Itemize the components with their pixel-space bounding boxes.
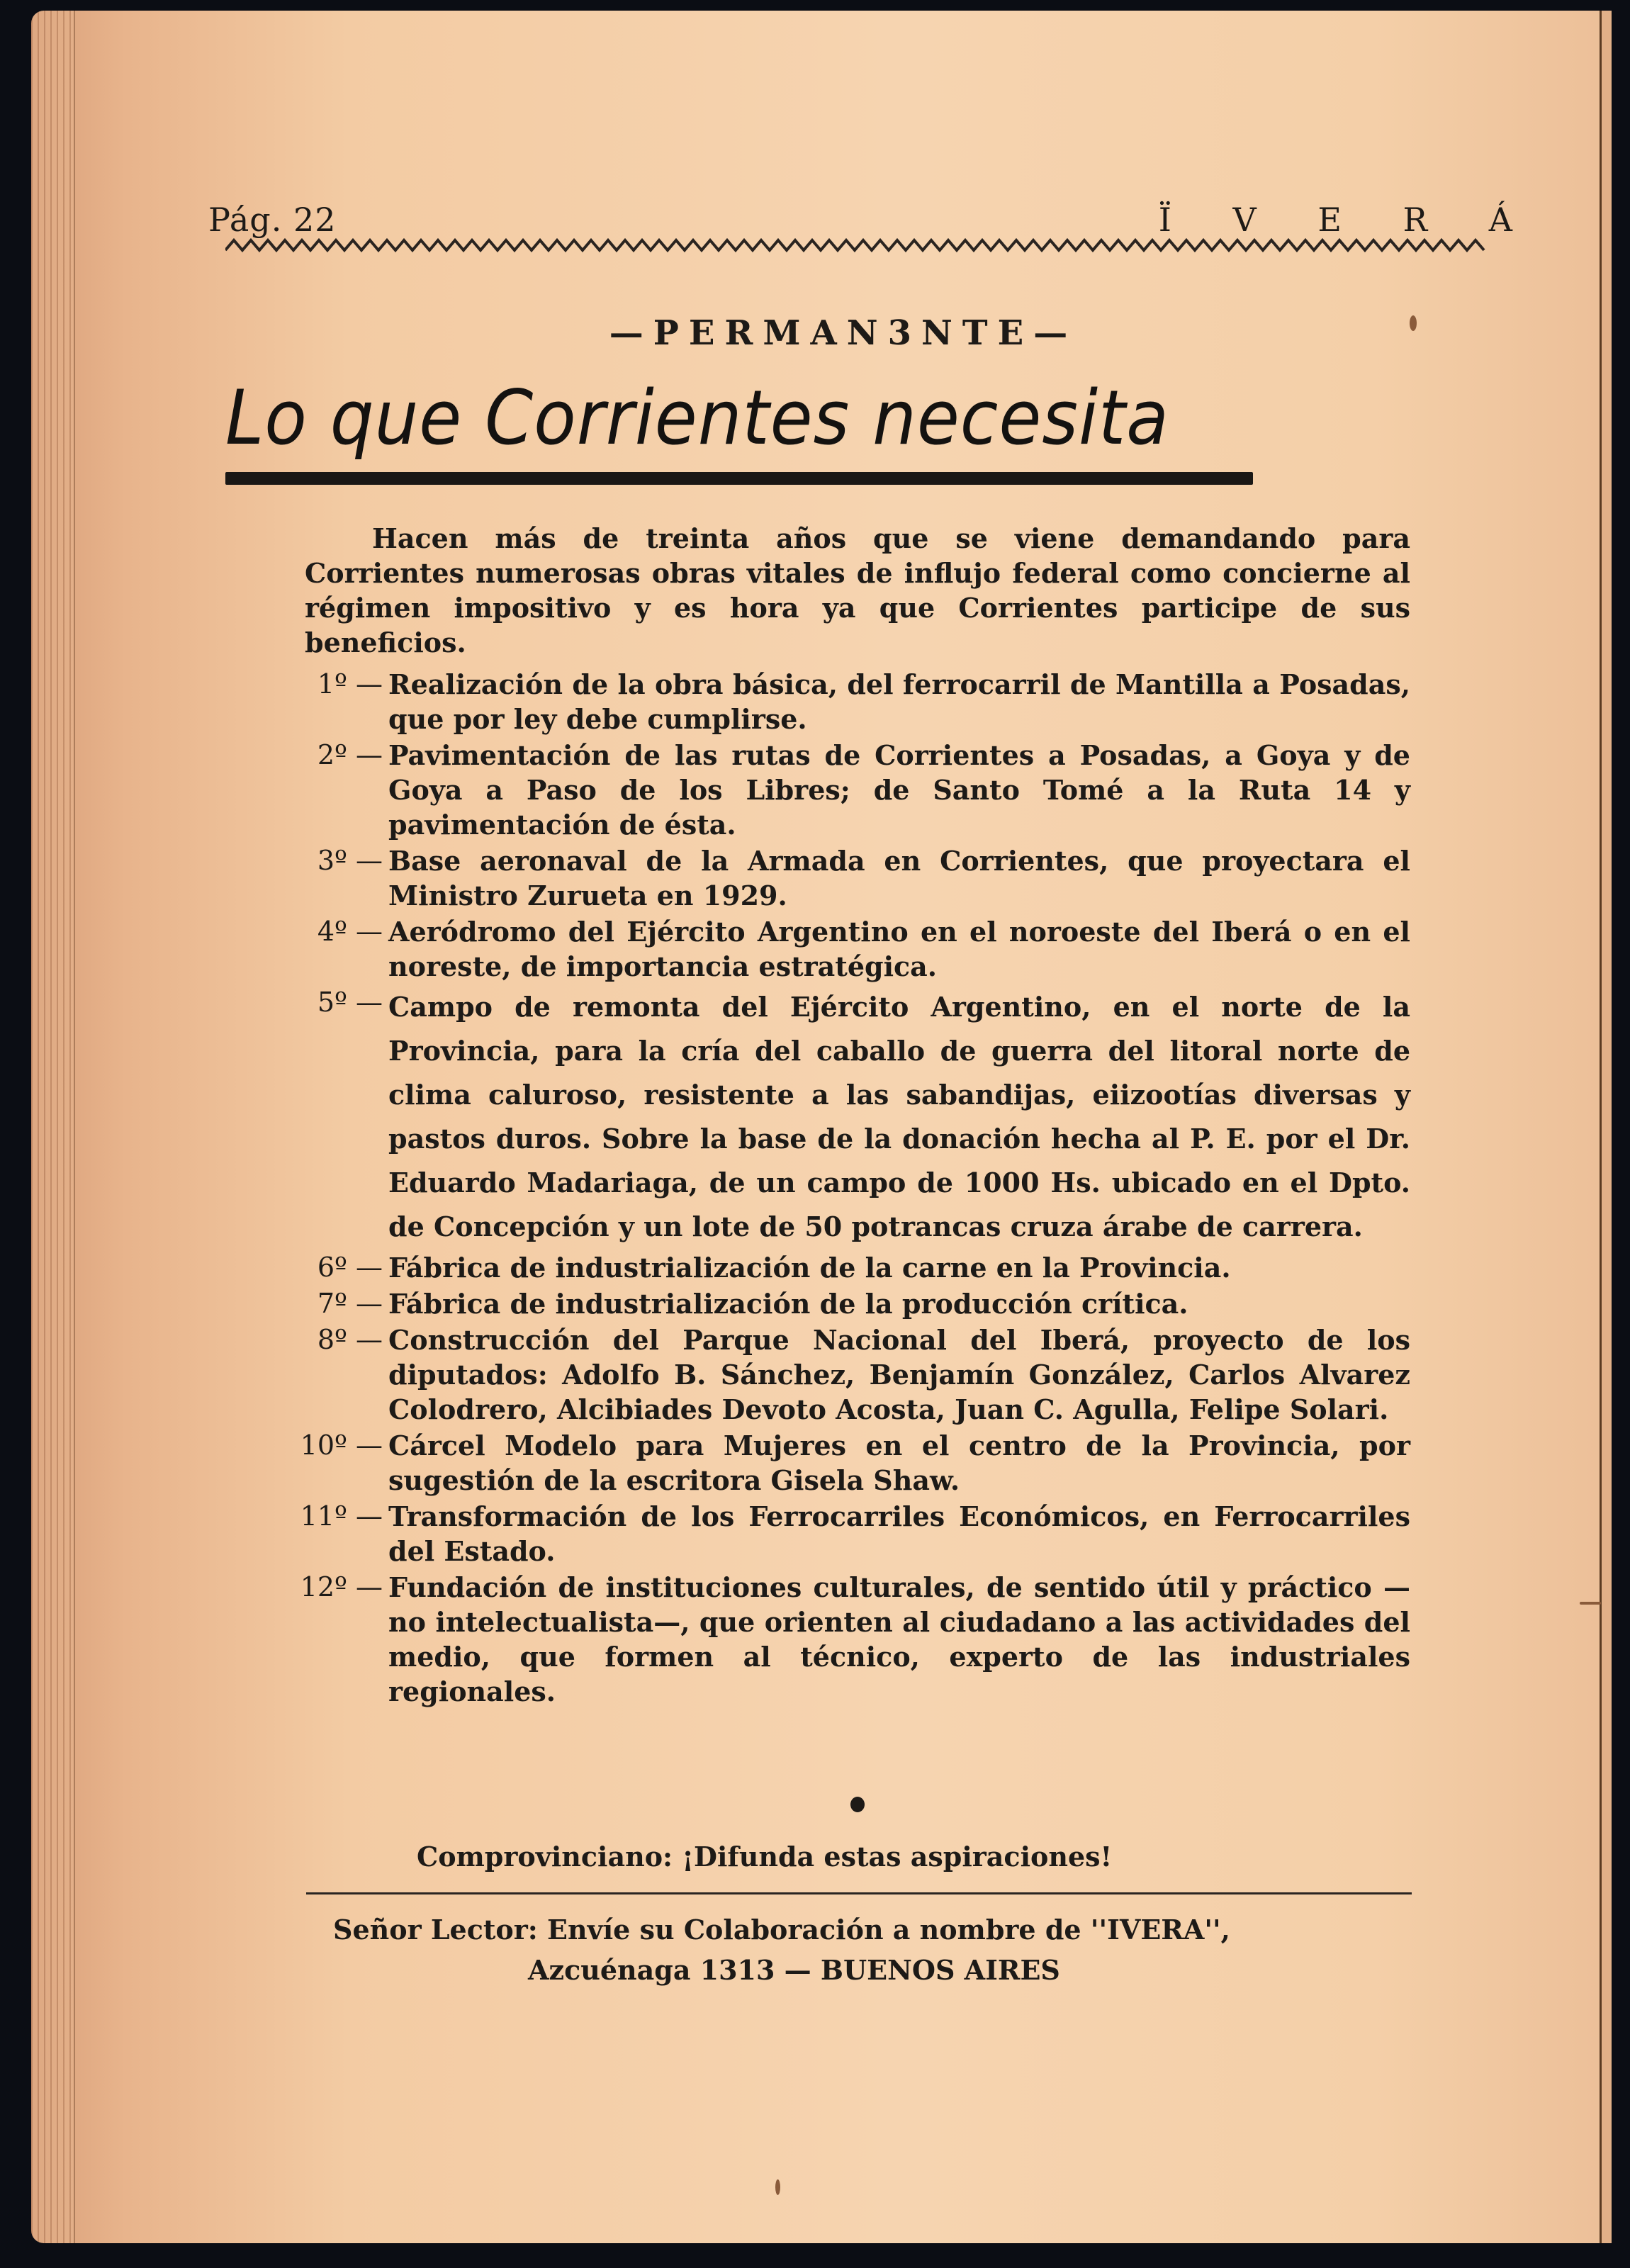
list-item xyxy=(300,1499,1410,1568)
list-item xyxy=(305,985,1410,1249)
item-text: Realización de la obra básica, del ferrocarril de Mantilla a Posadas, que por ley debe cumplirse. xyxy=(388,668,1410,735)
list-item xyxy=(305,1250,1410,1285)
item-text: Fábrica de industrialización de la producción crítica. xyxy=(388,1288,1188,1320)
magazine-name: Ï V E R Á xyxy=(1158,201,1538,239)
demands-list xyxy=(300,667,1410,1709)
item-number: 11º — xyxy=(300,1500,383,1532)
item-number: 4º — xyxy=(317,916,383,947)
item-number: 7º — xyxy=(317,1288,383,1319)
footer-line-2: Azcuénaga 1313 — BUENOS AIRES xyxy=(528,1954,1060,1986)
item-number: 5º — xyxy=(317,987,383,1018)
page-number: Pág. 22 xyxy=(208,201,337,239)
paper-speck xyxy=(1580,1602,1601,1605)
item-number: 10º — xyxy=(300,1430,383,1461)
list-item xyxy=(305,667,1410,736)
list-item xyxy=(300,1570,1410,1709)
footer-divider xyxy=(306,1892,1412,1894)
list-item xyxy=(305,1323,1410,1427)
item-number: 8º — xyxy=(317,1324,383,1355)
zigzag-rule xyxy=(225,237,1487,253)
item-text: Cárcel Modelo para Mujeres en el centro de la Provincia, por sugestión de la escritora Gisela Shaw. xyxy=(388,1430,1410,1496)
paper-speck xyxy=(775,2179,780,2195)
running-header xyxy=(208,201,1538,243)
bullet-ornament xyxy=(850,1797,865,1812)
item-text: Campo de remonta del Ejército Argentino, en el norte de la Provincia, para la cría del caballo de guerra del litoral norte de clima caluroso, resistente a las sabandijas, eiizootías diversas y pastos duros. Sobre la base de la donación hecha al P. E. por el Dr. Eduardo Madariaga, de un campo de 1000 Hs. ubicado en el Dpto. de Concepción y un lote de 50 potrancas cruza árabe de carrera. xyxy=(388,991,1410,1242)
list-item xyxy=(305,1286,1410,1321)
section-kicker: —PERMAN3NTE— xyxy=(609,313,1078,353)
article-body xyxy=(300,521,1410,1710)
item-number: 6º — xyxy=(317,1252,383,1283)
item-number: 12º — xyxy=(300,1571,383,1602)
footer-line-1: Señor Lector: Envíe su Colaboración a nombre de ''IVERA'', xyxy=(333,1914,1230,1946)
list-item xyxy=(305,914,1410,984)
item-text: Fábrica de industrialización de la carne en la Provincia. xyxy=(388,1252,1231,1284)
call-to-action: Comprovinciano: ¡Difunda estas aspiraciones! xyxy=(417,1841,1113,1873)
item-text: Aeródromo del Ejército Argentino en el noroeste del Iberá o en el noreste, de importancia estratégica. xyxy=(388,916,1410,982)
intro-paragraph: Hacen más de treinta años que se viene demandando para Corrientes numerosas obras vitales de influjo federal como concierne al régimen impositivo y es hora ya que Corrientes participe de sus beneficios. xyxy=(305,522,1410,658)
item-number: 3º — xyxy=(317,845,383,876)
item-text: Fundación de instituciones culturales, de sentido útil y práctico —no intelectualista—, que orienten al ciudadano a las actividades del medio, que formen al técnico, experto de las industriales regionales. xyxy=(388,1571,1410,1707)
list-item xyxy=(305,843,1410,913)
article-title: Lo que Corrientes necesita xyxy=(225,374,1169,461)
item-text: Base aeronaval de la Armada en Corrientes, que proyectara el Ministro Zurueta en 1929. xyxy=(388,845,1410,911)
item-number: 2º — xyxy=(317,739,383,770)
item-text: Pavimentación de las rutas de Corrientes a Posadas, a Goya y de Goya a Paso de los Libres; de Santo Tomé a la Ruta 14 y pavimentación de ésta. xyxy=(388,739,1410,841)
item-text: Construcción del Parque Nacional del Iberá, proyecto de los diputados: Adolfo B. Sánchez, Benjamín González, Carlos Alvarez Colodrero, Alcibiades Devoto Acosta, Juan C. Agulla, Felipe Solari. xyxy=(388,1324,1410,1425)
title-underline xyxy=(225,472,1253,485)
item-number: 1º — xyxy=(317,668,383,700)
list-item xyxy=(305,738,1410,842)
list-item xyxy=(300,1428,1410,1498)
item-text: Transformación de los Ferrocarriles Económicos, en Ferrocarriles del Estado. xyxy=(388,1500,1410,1567)
